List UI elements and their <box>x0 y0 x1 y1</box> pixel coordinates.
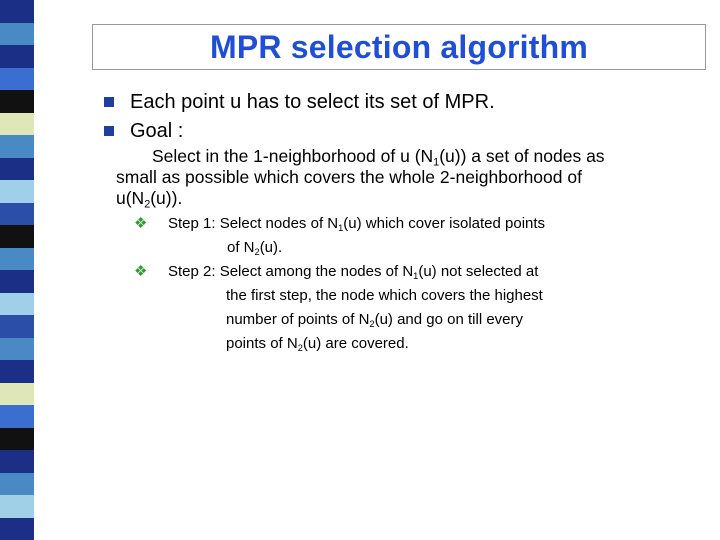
text-run: Select in the 1-neighborhood of u (N <box>152 146 434 166</box>
stripe-band <box>0 495 34 518</box>
stripe-band <box>0 473 34 496</box>
title-box <box>92 24 706 70</box>
step-line <box>168 308 543 332</box>
step-item <box>134 212 694 260</box>
bullet-list <box>104 88 704 146</box>
stripe-band <box>0 45 34 68</box>
stripe-band <box>0 450 34 473</box>
text-run: (u)) a set of nodes as <box>439 146 605 166</box>
text-run: u(N <box>116 188 145 208</box>
text-run: (u)). <box>150 188 183 208</box>
subscript: 1 <box>433 156 440 169</box>
stripe-band <box>0 203 34 226</box>
subscript: 2 <box>144 198 151 211</box>
stripe-band <box>0 428 34 451</box>
slide-title: MPR selection algorithm <box>210 28 588 65</box>
stripe-band <box>0 0 34 23</box>
stripe-band <box>0 158 34 181</box>
subscript: 2 <box>297 342 303 353</box>
step-line <box>168 332 543 356</box>
stripe-band <box>0 113 34 136</box>
text-run: Step 1: Select nodes of N <box>168 215 339 232</box>
stripe-band <box>0 225 34 248</box>
text-run: number of points of N <box>226 311 370 328</box>
text-run: of N <box>227 239 255 256</box>
bullet-text: Goal : <box>130 120 184 142</box>
step-line: the first step, the node which covers the highest <box>226 287 543 304</box>
stripe-band <box>0 360 34 383</box>
square-bullet-icon <box>104 126 114 136</box>
goal-line <box>116 146 686 167</box>
stripe-band <box>0 68 34 91</box>
text-run: (u) which cover isolated points <box>343 215 546 232</box>
text-run: (u) not selected at <box>418 263 539 280</box>
subscript: 1 <box>338 222 344 233</box>
stripe-band <box>0 248 34 271</box>
bullet-item <box>104 88 704 117</box>
stripe-band <box>0 23 34 46</box>
stripe-band <box>0 135 34 158</box>
step-body <box>168 212 545 260</box>
subscript: 1 <box>413 270 419 281</box>
stripe-band <box>0 518 34 540</box>
text-run: (u) and go on till every <box>374 311 524 328</box>
step-body <box>168 260 543 356</box>
stripe-band <box>0 270 34 293</box>
text-run: Step 2: Select among the nodes of N <box>168 263 414 280</box>
bullet-item <box>104 117 704 146</box>
step-item <box>134 260 694 356</box>
subscript: 2 <box>254 246 260 257</box>
step-list <box>134 212 694 356</box>
goal-line: small as possible which covers the whole 2-neighborhood of <box>116 167 582 187</box>
stripe-band <box>0 315 34 338</box>
stripe-band <box>0 338 34 361</box>
bullet-text: Each point u has to select its set of MPR. <box>130 91 495 113</box>
text-run: points of N <box>226 335 298 352</box>
diamond-bullet-icon: ❖ <box>134 263 148 280</box>
goal-line <box>116 188 686 209</box>
stripe-band <box>0 293 34 316</box>
goal-paragraph <box>116 146 686 209</box>
stripe-band <box>0 383 34 406</box>
subscript: 2 <box>369 318 375 329</box>
decorative-stripe-bar <box>0 0 34 540</box>
text-run: (u) are covered. <box>302 335 409 352</box>
stripe-band <box>0 405 34 428</box>
stripe-band <box>0 180 34 203</box>
stripe-band <box>0 90 34 113</box>
square-bullet-icon <box>104 97 114 107</box>
text-run: (u). <box>259 239 283 256</box>
diamond-bullet-icon: ❖ <box>134 215 148 232</box>
